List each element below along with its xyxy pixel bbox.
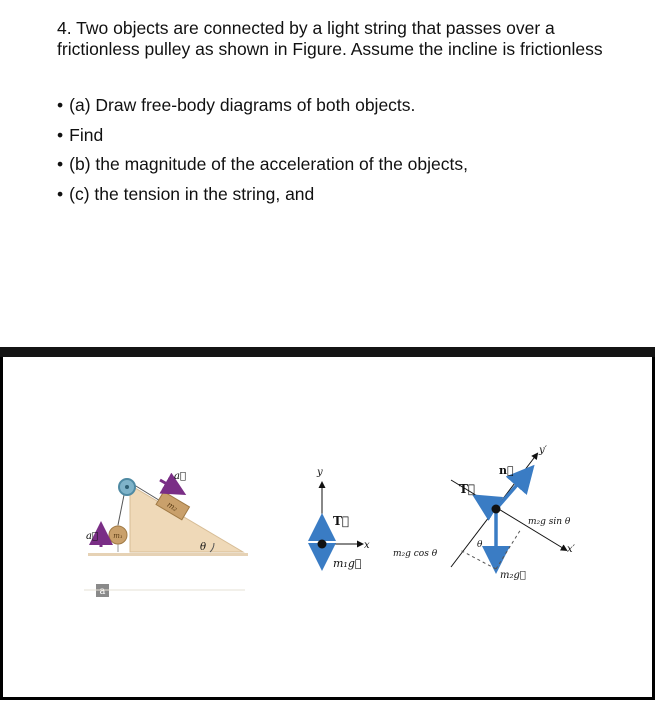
accel-label-m2: a⃗ [174, 471, 186, 482]
physics-figure [0, 357, 655, 697]
mass-m1-label: m₁ [113, 532, 123, 540]
fbd1-y-label: y [317, 467, 323, 478]
fbd2-tension-label: T⃗ [459, 482, 476, 496]
accel-label-m1: a⃗ [86, 531, 98, 542]
problem-text-panel [0, 0, 655, 347]
fbd-m2 [393, 445, 576, 581]
fbd2-normal-label: n⃗ [499, 464, 514, 477]
problem-statement: 4. Two objects are connected by a light string that passes over a frictionless pulley as shown in Figure. Assume the incline is frictionless [57, 18, 603, 59]
incline-wedge [130, 485, 243, 552]
fbd2-weight-label: m₂g⃗ [500, 570, 526, 581]
incline-setup [84, 471, 248, 597]
question-list [57, 95, 617, 213]
fbd-m1 [316, 467, 370, 570]
fbd2-body-dot [492, 505, 501, 514]
fbd2-cos-guide [460, 550, 496, 569]
question-item: • (b) the magnitude of the acceleration of the objects, [57, 154, 617, 175]
fbd2-cos-label: m₂g cos θ [393, 549, 438, 559]
fbd2-sin-label: m₂g sin θ [528, 517, 571, 527]
fbd1-tension-label: T⃗ [333, 514, 350, 528]
pulley-axle-icon [125, 485, 129, 489]
fbd1-body-dot [318, 540, 327, 549]
fbd2-x-prime-label: x′ [567, 544, 575, 555]
angle-label: θ [200, 542, 207, 553]
mass-m2-label: m₂ [165, 499, 180, 514]
fbd2-y-prime-label: y′ [539, 445, 547, 456]
question-item: • Find [57, 125, 617, 146]
panel-label: a [99, 586, 106, 597]
fbd2-sin-guide [496, 529, 521, 569]
panel-divider [0, 347, 655, 357]
figure-svg [0, 357, 655, 697]
question-item: • (a) Draw free-body diagrams of both objects. [57, 95, 617, 116]
question-item: • (c) the tension in the string, and [57, 184, 617, 205]
ground-line [88, 553, 248, 556]
fbd2-angle-label: θ [477, 540, 483, 550]
fbd1-x-label: x [364, 540, 370, 551]
fbd1-weight-label: m₁g⃗ [333, 557, 362, 570]
